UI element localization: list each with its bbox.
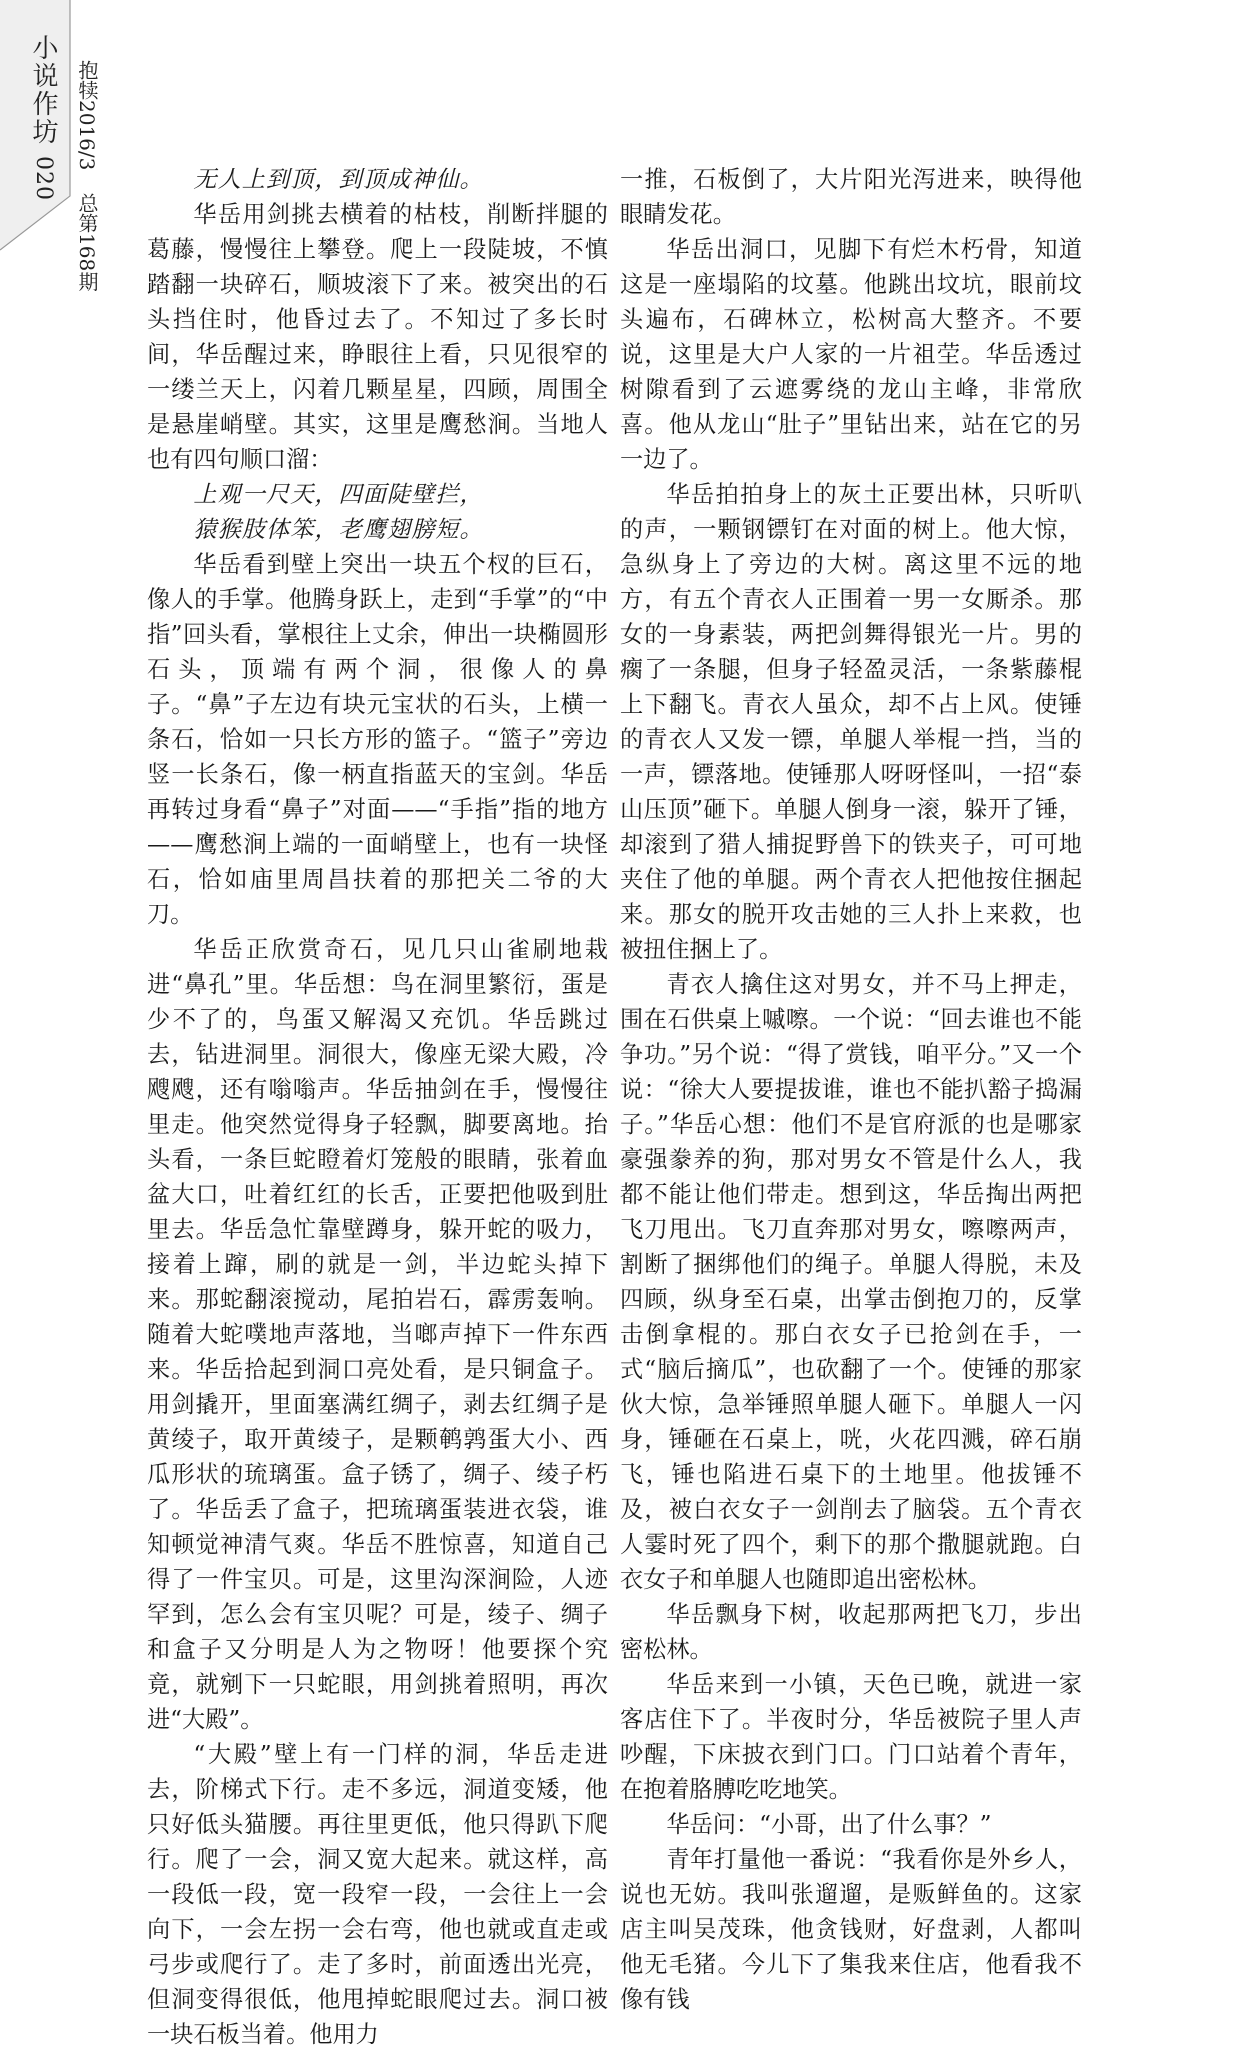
paragraph: 华岳看到壁上突出一块五个杈的巨石，像人的手掌。他腾身跃上，走到“手掌”的“中指”回头看，掌根往上丈余，伸出一块椭圆形石头，顶端有两个洞，很像人的鼻子。“鼻”子左边有块元宝状的石头，上横一条石，恰如一只长方形的篮子。“篮子”旁边竖一长条石，像一柄直指蓝天的宝剑。华岳再转过身看“鼻子”对面——“手指”指的地方——鹰愁涧上端的一面峭壁上，也有一块怪石，恰如庙里周昌扶着的那把关二爷的大刀。 [147, 551, 608, 928]
paragraph: 一推，石板倒了，大片阳光泻进来，映得他眼睛发花。 [620, 166, 1082, 228]
poem-line: 无人上到顶，到顶成神仙。 [193, 166, 484, 193]
poem-line: 上观一尺天，四面陡壁拦， [193, 481, 484, 508]
paragraph: 华岳出洞口，见脚下有烂木朽骨，知道这是一座塌陷的坟墓。他跳出坟坑，眼前坟头遍布，石碑林立，松树高大整齐。不要说，这里是大户人家的一片祖茔。华岳透过树隙看到了云遮雾绕的龙山主峰，非常欣喜。他从龙山“肚子”里钻出来，站在它的另一边了。 [620, 236, 1082, 473]
section-title: 小说作坊 [28, 34, 58, 146]
paragraph: 青衣人擒住这对男女，并不马上押走，围在石供桌上嘁嚓。一个说：“回去谁也不能争功。”另个说：“得了赏钱，咱平分。”又一个说：“徐大人要提拔谁，谁也不能扒豁子捣漏子。”华岳心想：他们不是官府派的也是哪家豪强豢养的狗，那对男女不管是什么人，我都不能让他们带走。想到这，华岳掏出两把飞刀甩出。飞刀直奔那对男女，嚓嚓两声，割断了捆绑他们的绳子。单腿人得脱，未及四顾，纵身至石桌，出掌击倒抱刀的，反掌击倒拿棍的。那白衣女子已抢剑在手，一式“脑后摘瓜”，也砍翻了一个。使锤的那家伙大惊，急举锤照单腿人砸下。单腿人一闪身，锤砸在石桌上，咣，火花四溅，碎石崩飞，锤也陷进石桌下的土地里。他拔锤不及，被白衣女子一剑削去了脑袋。五个青衣人霎时死了四个，剩下的那个撒腿就跑。白衣女子和单腿人也随即追出密松林。 [620, 971, 1082, 1593]
paragraph: “大殿”壁上有一门样的洞，华岳走进去，阶梯式下行。走不多远，洞道变矮，他只好低头猫腰。再往里更低，他只得趴下爬行。爬了一会，洞又宽大起来。就这样，高一段低一段，宽一段窄一段，一会往上一会向下，一会左拐一会右弯，他也就或直走或弓步或爬行了。走了多时，前面透出光亮，但洞变得很低，他甩掉蛇眼爬过去。洞口被一块石板当着。他用力 [147, 1741, 608, 2048]
paragraph: 青年打量他一番说：“我看你是外乡人，说也无妨。我叫张遛遛，是贩鲜鱼的。这家店主叫吴茂珠，他贪钱财，好盘剥，人都叫他无毛猪。今儿下了集我来住店，他看我不像有钱 [620, 1846, 1082, 2013]
journal-name: 抱犊2016/3 [75, 60, 99, 171]
paragraph: 华岳问：“小哥，出了什么事？” [666, 1811, 992, 1838]
right-column [620, 162, 1082, 2017]
page-number: 020 [31, 156, 56, 201]
paragraph: 华岳拍拍身上的灰土正要出林，只听叭的声，一颗钢镖钉在对面的树上。他大惊，急纵身上了旁边的大树。离这里不远的地方，有五个青衣人正围着一男一女厮杀。那女的一身素装，两把剑舞得银光一片。男的瘸了一条腿，但身子轻盈灵活，一条紫藤棍上下翻飞。青衣人虽众，却不占上风。使锤的青衣人又发一镖，单腿人举棍一挡，当的一声，镖落地。使锤那人呀呀怪叫，一招“泰山压顶”砸下。单腿人倒身一滚，躲开了锤，却滚到了猎人捕捉野兽下的铁夹子，可可地夹住了他的单腿。两个青衣人把他按住捆起来。那女的脱开攻击她的三人扑上来救，也被扭住捆上了。 [620, 481, 1082, 963]
left-column [147, 162, 608, 2052]
paragraph: 华岳正欣赏奇石，见几只山雀刷地栽进“鼻孔”里。华岳想：鸟在洞里繁衍，蛋是少不了的，鸟蛋又解渴又充饥。华岳跳过去，钻进洞里。洞很大，像座无梁大殿，冷飕飕，还有嗡嗡声。华岳抽剑在手，慢慢往里走。他突然觉得身子轻飘，脚要离地。抬头看，一条巨蛇瞪着灯笼般的眼睛，张着血盆大口，吐着红红的长舌，正要把他吸到肚里去。华岳急忙靠壁蹲身，躲开蛇的吸力，接着上蹿，刷的就是一剑，半边蛇头掉下来。那蛇翻滚搅动，尾拍岩石，霹雳轰响。随着大蛇噗地声落地，当啷声掉下一件东西来。华岳拾起到洞口亮处看，是只铜盒子。用剑撬开，里面塞满红绸子，剥去红绸子是黄绫子，取开黄绫子，是颗鹌鹑蛋大小、西瓜形状的琉璃蛋。盒子锈了，绸子、绫子朽了。华岳丢了盒子，把琉璃蛋装进衣袋，谁知顿觉神清气爽。华岳不胜惊喜，知道自己得了一件宝贝。可是，这里沟深涧险，人迹罕到，怎么会有宝贝呢？可是，绫子、绸子和盒子又分明是人为之物呀！他要探个究竟，就剜下一只蛇眼，用剑挑着照明，再次进“大殿”。 [147, 936, 608, 1733]
poem-line: 猿猴肢体笨，老鹰翅膀短。 [193, 516, 484, 543]
paragraph: 华岳用剑挑去横着的枯枝，削断拌腿的葛藤，慢慢往上攀登。爬上一段陡坡，不慎踏翻一块碎石，顺坡滚下了来。被突出的石头挡住时，他昏过去了。不知过了多长时间，华岳醒过来，睁眼往上看，只见很窄的一缕兰天上，闪着几颗星星，四顾，周围全是悬崖峭壁。其实，这里是鹰愁涧。当地人也有四句顺口溜： [147, 201, 608, 473]
paragraph: 华岳来到一小镇，天色已晚，就进一家客店住下了。半夜时分，华岳被院子里人声吵醒，下床披衣到门口。门口站着个青年，在抱着胳膊吃吃地笑。 [620, 1671, 1082, 1803]
issue-number: 总第168期 [75, 192, 99, 291]
journal-info [72, 60, 102, 300]
paragraph: 华岳飘身下树，收起那两把飞刀，步出密松林。 [620, 1601, 1082, 1663]
